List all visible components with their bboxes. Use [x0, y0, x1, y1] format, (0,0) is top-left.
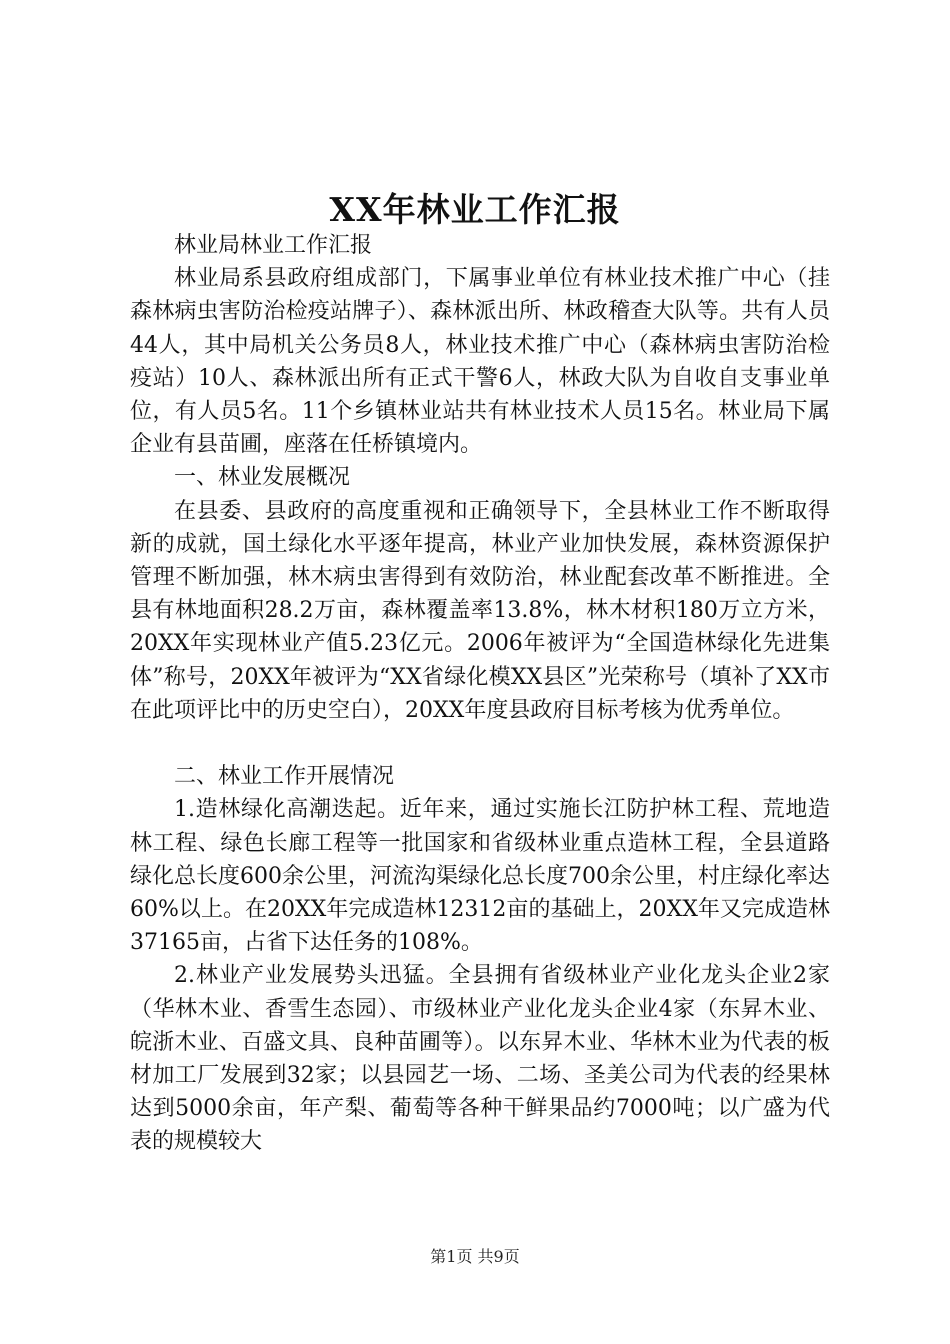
document-title: XX年林业工作汇报 — [329, 190, 621, 229]
document-body — [130, 229, 830, 1159]
paragraph-overview: 林业局系县政府组成部门，下属事业单位有林业技术推广中心（挂森林病虫害防治检疫站牌子）、森林派出所、林政稽查大队等。共有人员44人，其中局机关公务员8人，林业技术推广中心（森林病虫害防治检疫站）10人、森林派出所有正式干警6人，林政大队为自收自支事业单位，有人员5名。11个乡镇林业站共有林业技术人员15名。林业局下属企业有县苗圃，座落在任桥镇境内。 — [130, 266, 830, 458]
section-heading-2: 二、林业工作开展情况 — [174, 764, 395, 790]
page-number: 第1页 共9页 — [430, 1247, 520, 1266]
paragraph-development: 在县委、县政府的高度重视和正确领导下，全县林业工作不断取得新的成就，国土绿化水平逐年提高，林业产业加快发展，森林资源保护管理不断加强，林木病虫害得到有效防治，林业配套改革不断推进。全县有林地面积28.2万亩，森林覆盖率13.8%，林木材积180万立方米，20XX年实现林业产值5.23亿元。2006年被评为“全国造林绿化先进集体”称号，20XX年被评为“XX省绿化模XX县区”光荣称号（填补了XX市在此项评比中的历史空白），20XX年度县政府目标考核为优秀单位。 — [130, 498, 830, 723]
paragraph-afforestation: 1.造林绿化高潮迭起。近年来，通过实施长江防护林工程、荒地造林工程、绿色长廊工程等一批国家和省级林业重点造林工程，全县道路绿化总长度600余公里，河流沟渠绿化总长度700余公里，村庄绿化率达60%以上。在20XX年完成造林12312亩的基础上，20XX年又完成造林37165亩，占省下达任务的108%。 — [130, 797, 830, 956]
section-heading-1: 一、林业发展概况 — [174, 465, 351, 491]
paragraph-subtitle: 林业局林业工作汇报 — [174, 233, 373, 258]
paragraph-industry: 2.林业产业发展势头迅猛。全县拥有省级林业产业化龙头企业2家（华林木业、香雪生态园）、市级林业产业化龙头企业4家（东昇木业、皖浙木业、百盛文具、良种苗圃等）。以东昇木业、华林木业为代表的板材加工厂发展到32家；以县园艺一场、二场、圣美公司为代表的经果林达到5000余亩，年产梨、葡萄等各种干鲜果品约7000吨；以广盛为代表的规模较大 — [130, 963, 830, 1155]
